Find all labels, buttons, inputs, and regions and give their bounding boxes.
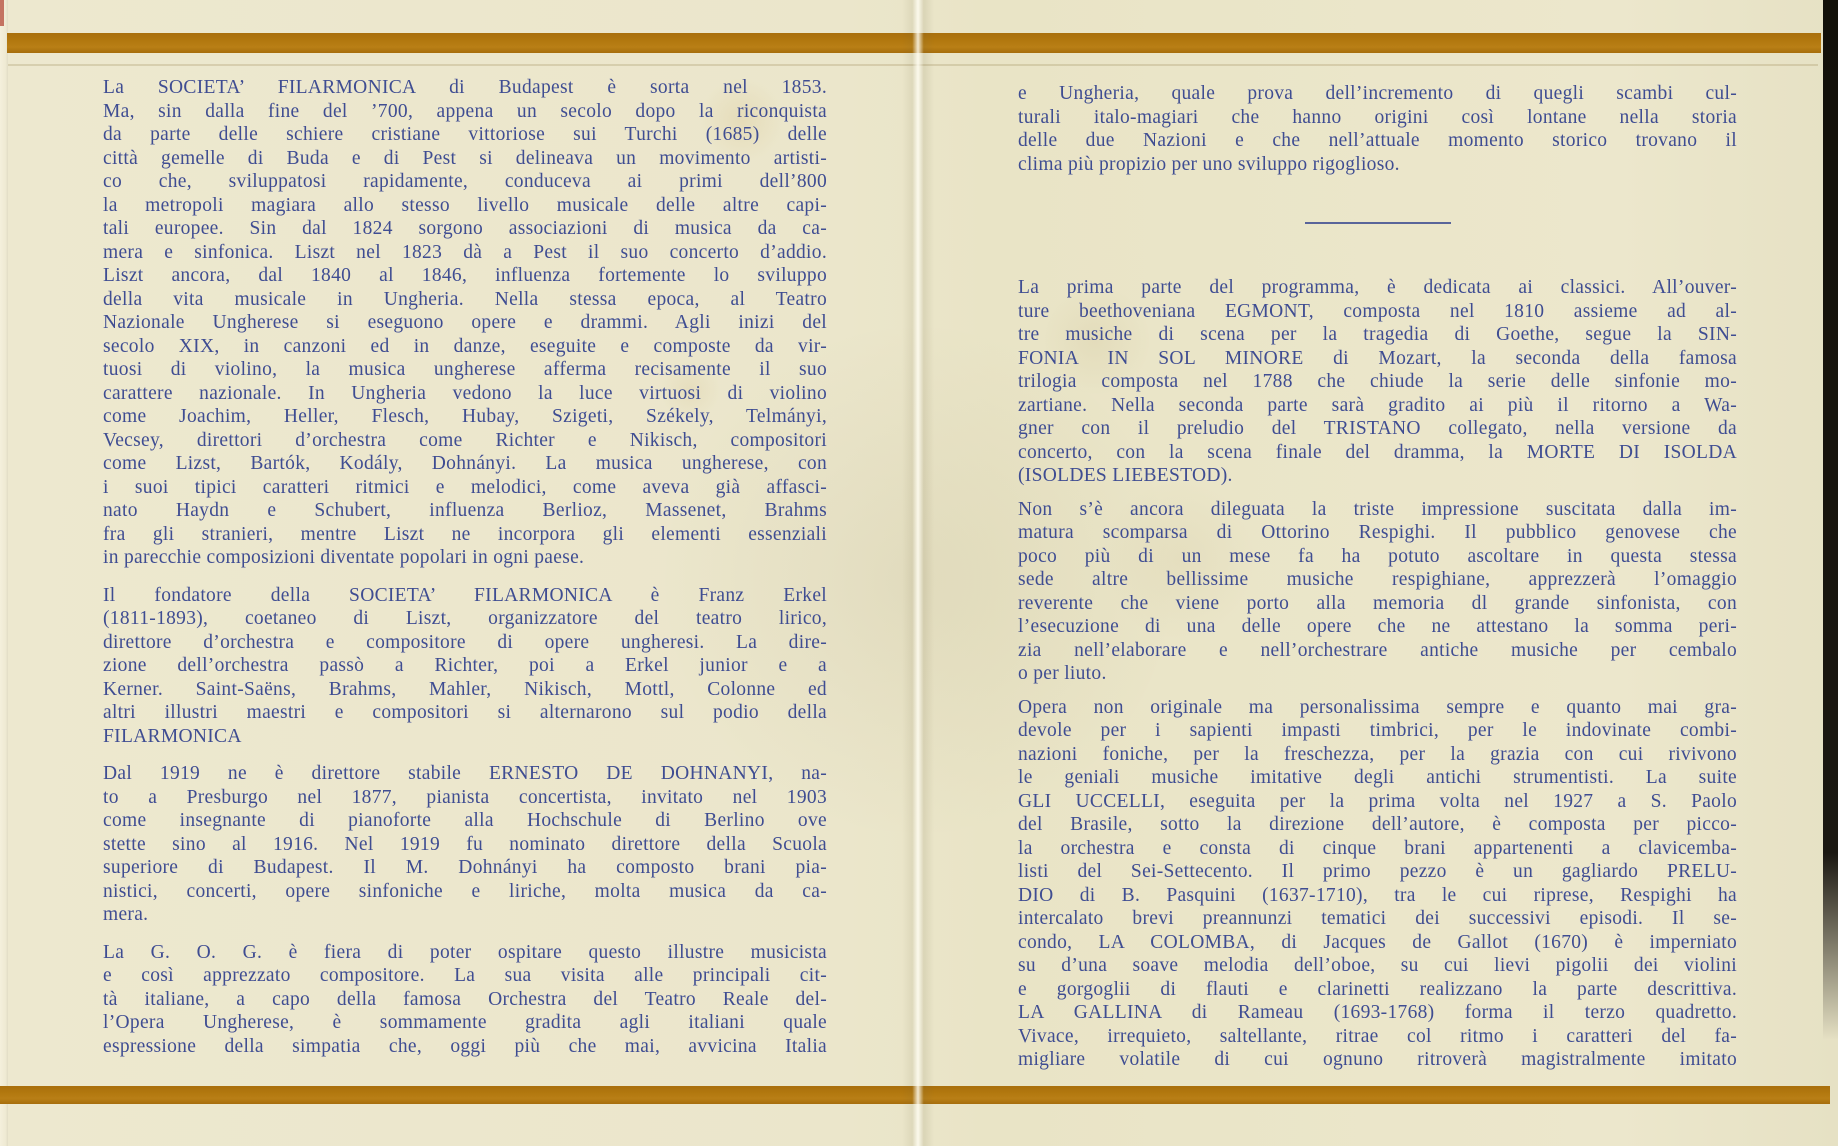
- text-line: espressione della simpatia che, oggi più che mai, avvicina Italia: [103, 1035, 827, 1057]
- paragraph: [1018, 276, 1737, 488]
- text-line: nistici, concerti, opere sinfoniche e liriche, molta musica da ca-: [103, 880, 827, 902]
- text-line: poco più di un mese fa ha potuto ascoltare in questa stessa: [1018, 545, 1737, 567]
- paragraph: [103, 76, 827, 570]
- text-line: nato Haydn e Schubert, influenza Berlioz, Massenet, Brahms: [103, 500, 827, 521]
- gold-border-top: [7, 33, 1821, 53]
- text-line: tà italiane, a capo della famosa Orchestra del Teatro Reale del-: [103, 988, 827, 1010]
- text-line: FILARMONICA: [103, 725, 242, 747]
- paragraph: [103, 762, 827, 927]
- paragraph: [1018, 498, 1737, 686]
- text-line: ture beethoveniana EGMONT, composta nel 1810 assieme ad al-: [1018, 300, 1737, 322]
- text-line: e così apprezzato compositore. La sua visita alle principali cit-: [103, 965, 827, 986]
- text-line: delle due Nazioni e che nell’attuale momento storico trovano il: [1018, 130, 1737, 151]
- text-line: Dal 1919 ne è direttore stabile ERNESTO DE DOHNANYI, na-: [103, 763, 827, 784]
- text-line: tre musiche di scena per la tragedia di Goethe, segue la SIN-: [1018, 324, 1737, 345]
- text-line: e gorgoglii di flauti e clarinetti realizzano la parte descrittiva.: [1018, 978, 1737, 1000]
- text-line: intercalato brevi preannunzi tematici dei successivi episodi. Il se-: [1018, 908, 1737, 929]
- text-line: direttore d’orchestra e compositore di opere ungheresi. La dire-: [103, 631, 827, 653]
- text-line: fra gli stranieri, mentre Liszt ne incorpora gli elementi essenziali: [103, 523, 827, 545]
- text-line: del Brasile, sotto la direzione dell’autore, è composta per picco-: [1018, 814, 1737, 835]
- page-corner-red-edge: [0, 0, 4, 26]
- text-line: sede altre bellissime musiche respighiane, apprezzerà l’omaggio: [1018, 569, 1737, 590]
- text-line: superiore di Budapest. Il M. Dohnányi ha composto brani pia-: [103, 857, 827, 878]
- text-line: e Ungheria, quale prova dell’incremento di quegli scambi cul-: [1018, 83, 1737, 104]
- text-line: come insegnante di pianoforte alla Hochschule di Berlino ove: [103, 810, 827, 831]
- text-line: Vivace, irrequieto, saltellante, ritrae col ritmo i caratteri del fa-: [1018, 1025, 1737, 1047]
- text-line: Ma, sin dalla fine del ’700, appena un secolo dopo la riconquista: [103, 100, 827, 122]
- text-line: carattere nazionale. In Ungheria vedono la luce virtuosi di violino: [103, 382, 827, 404]
- text-line: da parte delle schiere cristiane vittoriose sui Turchi (1685) delle: [103, 124, 827, 145]
- text-line: to a Presburgo nel 1877, pianista concertista, invitato nel 1903: [103, 786, 827, 808]
- horizontal-crease: [8, 64, 1818, 66]
- text-line: Vecsey, direttori d’orchestra come Richter e Nikisch, compositori: [103, 429, 827, 451]
- text-line: tuosi di violino, la musica ungherese afferma recisamente il suo: [103, 359, 827, 380]
- text-line: stette sino al 1916. Nel 1919 fu nominato direttore della Scuola: [103, 833, 827, 855]
- text-line: o per liuto.: [1018, 663, 1107, 684]
- text-line: devole per i sapienti impasti timbrici, per le indovinate combi-: [1018, 720, 1737, 741]
- text-line: mera.: [103, 904, 149, 925]
- text-line: come Lizst, Bartók, Kodály, Dohnányi. La musica ungherese, con: [103, 453, 827, 474]
- text-line: DIO di B. Pasquini (1637-1710), tra le cui riprese, Respighi ha: [1018, 884, 1737, 906]
- text-line: Non s’è ancora dileguata la triste impressione suscitata dalla im-: [1018, 498, 1737, 520]
- right-page-text-column: [1018, 82, 1737, 1072]
- text-line: l’Opera Ungherese, è sommamente gradita agli italiani quale: [103, 1012, 827, 1033]
- text-line: Nazionale Ungherese si eseguono opere e drammi. Agli inizi del: [103, 312, 827, 333]
- text-line: trilogia composta nel 1788 che chiude la serie delle sinfonie mo-: [1018, 371, 1737, 392]
- paragraph: [103, 941, 827, 1059]
- text-line: Kerner. Saint-Saëns, Brahms, Mahler, Nikisch, Mottl, Colonne ed: [103, 678, 827, 700]
- text-line: altri illustri maestri e compositori si alternarono sul podio della: [103, 702, 827, 723]
- text-line: le geniali musiche imitative degli antichi strumentisti. La suite: [1018, 767, 1737, 788]
- page-left-edge: [0, 0, 8, 1146]
- paragraph: [1018, 696, 1737, 1072]
- text-line: l’esecuzione di una delle opere che ne attestano la somma peri-: [1018, 616, 1737, 637]
- paragraph: [103, 584, 827, 749]
- text-line: la orchestra e consta di cinque brani appartenenti a clavicemba-: [1018, 837, 1737, 859]
- text-line: listi del Sei-Settecento. Il primo pezzo è un gagliardo PRELU-: [1018, 861, 1737, 882]
- text-line: in parecchie composizioni diventate popolari in ogni paese.: [103, 547, 585, 568]
- text-line: i suoi tipici caratteri ritmici e melodici, come aveva già affasci-: [103, 476, 827, 498]
- text-line: La G. O. G. è fiera di poter ospitare questo illustre musicista: [103, 941, 827, 963]
- text-line: Il fondatore della SOCIETA’ FILARMONICA è Franz Erkel: [103, 584, 827, 606]
- scan-edge-shadow: [1823, 0, 1838, 1040]
- left-page-text-column: [103, 76, 827, 1058]
- text-line: condo, LA COLOMBA, di Jacques de Gallot (1670) è imperniato: [1018, 931, 1737, 953]
- text-line: zione dell’orchestra passò a Richter, poi a Erkel junior e a: [103, 655, 827, 676]
- text-line: GLI UCCELLI, eseguita per la prima volta nel 1927 a S. Paolo: [1018, 790, 1737, 812]
- center-fold-crease: [902, 0, 934, 1146]
- paragraph: [1018, 82, 1737, 176]
- text-line: matura scomparsa di Ottorino Respighi. Il pubblico genovese che: [1018, 522, 1737, 543]
- text-line: Liszt ancora, dal 1840 al 1846, influenza fortemente lo sviluppo: [103, 265, 827, 286]
- text-line: reverente che viene porto alla memoria dl grande sinfonista, con: [1018, 592, 1737, 614]
- text-line: città gemelle di Buda e di Pest si delineava un movimento artisti-: [103, 147, 827, 169]
- text-line: concerto, con la scena finale del dramma, la MORTE DI ISOLDA: [1018, 441, 1737, 463]
- text-line: zartiane. Nella seconda parte sarà gradito ai più il ritorno a Wa-: [1018, 394, 1737, 416]
- text-line: co che, sviluppatosi rapidamente, conduceva ai primi dell’800: [103, 171, 827, 192]
- text-line: La SOCIETA’ FILARMONICA di Budapest è sorta nel 1853.: [103, 77, 827, 98]
- text-line: mera e sinfonica. Liszt nel 1823 dà a Pest il suo concerto d’addio.: [103, 241, 827, 263]
- text-line: secolo XIX, in canzoni ed in danze, eseguite e composte da vir-: [103, 335, 827, 357]
- text-line: FONIA IN SOL MINORE di Mozart, la seconda della famosa: [1018, 347, 1737, 369]
- text-line: Opera non originale ma personalissima sempre e quanto mai gra-: [1018, 696, 1737, 718]
- text-line: la metropoli magiara allo stesso livello musicale delle altre capi-: [103, 194, 827, 216]
- text-line: migliare volatile di cui ognuno ritroverà magistralmente imitato: [1018, 1049, 1737, 1070]
- gold-border-bottom: [0, 1086, 1830, 1104]
- text-line: della vita musicale in Ungheria. Nella stessa epoca, al Teatro: [103, 288, 827, 310]
- text-line: gner con il preludio del TRISTANO collegato, nella versione da: [1018, 418, 1737, 439]
- text-line: tali europee. Sin dal 1824 sorgono associazioni di musica da ca-: [103, 218, 827, 239]
- text-line: come Joachim, Heller, Flesch, Hubay, Szigeti, Székely, Telmányi,: [103, 406, 827, 427]
- text-line: (1811-1893), coetaneo di Liszt, organizzatore del teatro lirico,: [103, 608, 827, 629]
- text-line: La prima parte del programma, è dedicata ai classici. All’ouver-: [1018, 277, 1737, 298]
- text-line: turali italo-magiari che hanno origini così lontane nella storia: [1018, 106, 1737, 128]
- text-line: su d’una soave melodia dell’oboe, su cui lievi pigolii dei violini: [1018, 955, 1737, 976]
- text-line: zia nell’elaborare e nell’orchestrare antiche musiche per cembalo: [1018, 639, 1737, 661]
- text-line: nazioni foniche, per la freschezza, per la grazia con cui rivivono: [1018, 743, 1737, 765]
- section-divider-rule: [1305, 222, 1451, 224]
- text-line: clima più propizio per uno sviluppo rigoglioso.: [1018, 153, 1400, 175]
- text-line: LA GALLINA di Rameau (1693-1768) forma il terzo quadretto.: [1018, 1002, 1737, 1023]
- text-line: (ISOLDES LIEBESTOD).: [1018, 465, 1233, 486]
